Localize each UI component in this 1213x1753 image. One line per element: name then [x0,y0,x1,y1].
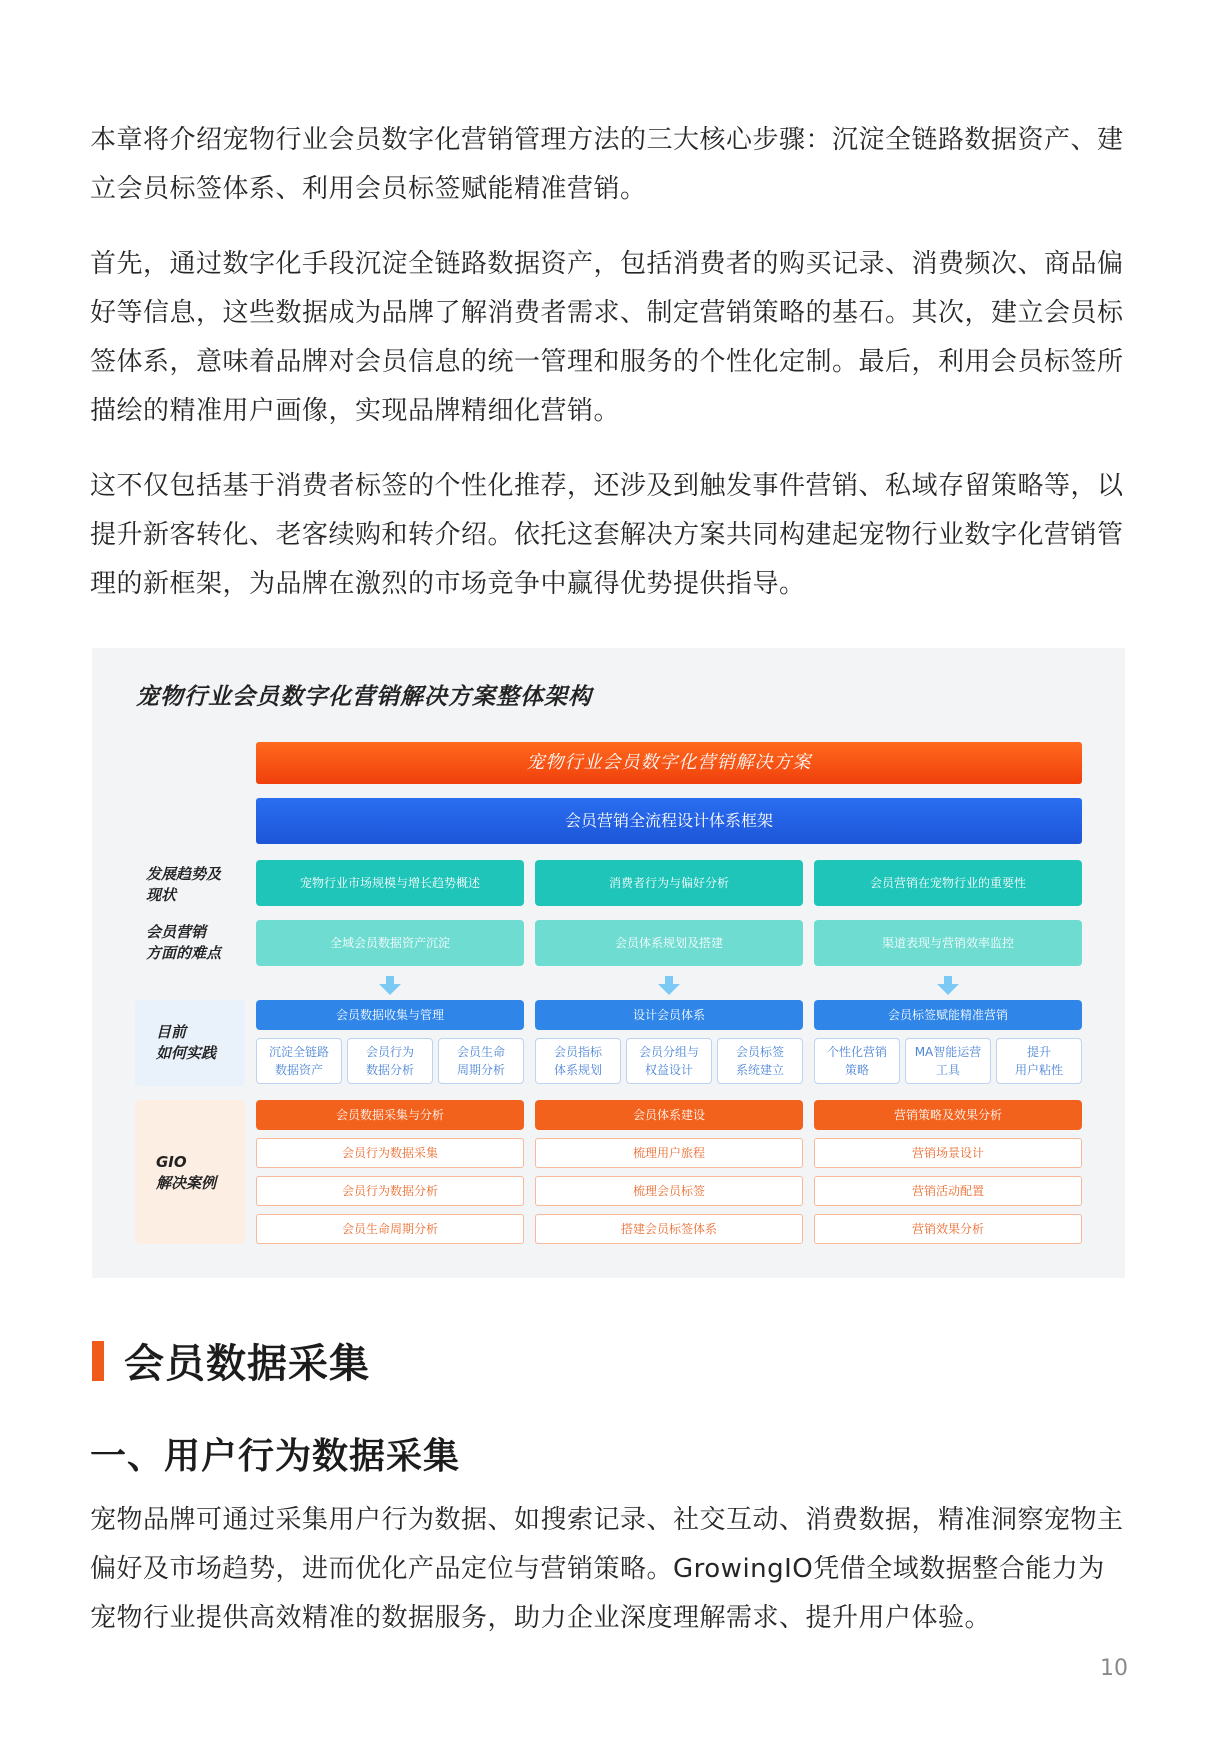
case-header: 营销策略及效果分析 [814,1100,1082,1130]
practice-header: 会员标签赋能精准营销 [814,1000,1082,1030]
practice-sub-item: MA智能运营 工具 [905,1038,991,1084]
difficulty-cell: 渠道表现与营销效率监控 [814,920,1082,966]
trend-cell: 会员营销在宠物行业的重要性 [814,860,1082,906]
trend-row-label: 发展趋势及 现状 [146,865,222,904]
diagram-title: 宠物行业会员数字化营销解决方案整体架构 [136,684,592,710]
case-item: 营销场景设计 [814,1138,1082,1168]
practice-sub-item: 会员标签 系统建立 [717,1038,803,1084]
practice-sub-item: 会员分组与 权益设计 [626,1038,712,1084]
page-number: 10 [1100,1656,1128,1681]
trend-cell: 宠物行业市场规模与增长趋势概述 [256,860,524,906]
arrow-icon-stem [386,976,394,984]
architecture-diagram [92,648,1125,1278]
case-item: 梳理用户旅程 [535,1138,803,1168]
steps-paragraph: 首先，通过数字化手段沉淀全链路数据资产，包括消费者的购买记录、消费频次、商品偏好等信息，这些数据成为品牌了解消费者需求、制定营销策略的基石。其次，建立会员标签体系，意味着品牌对会员信息的统一管理和服务的个性化定制。最后，利用会员标签所描绘的精准用户画像，实现品牌精细化营销。 [90,249,1124,426]
down-arrow-icon [379,984,401,995]
case-header: 会员体系建设 [535,1100,803,1130]
case-item: 会员生命周期分析 [256,1214,524,1244]
difficulty-cell: 全域会员数据资产沉淀 [256,920,524,966]
trend-cell: 消费者行为与偏好分析 [535,860,803,906]
cases-row-label: GIO 解决案例 [156,1153,217,1192]
case-item: 营销效果分析 [814,1214,1082,1244]
section-accent-bar [92,1341,104,1381]
arrow-icon-stem [665,976,673,984]
practice-sub-item: 提升 用户粘性 [996,1038,1082,1084]
practice-sub-item: 沉淀全链路 数据资产 [256,1038,342,1084]
down-arrow-icon [937,984,959,995]
case-item: 搭建会员标签体系 [535,1214,803,1244]
practice-sub-item: 会员生命 周期分析 [438,1038,524,1084]
framework-paragraph: 这不仅包括基于消费者标签的个性化推荐，还涉及到触发事件营销、私域存留策略等，以提升新客转化、老客续购和转介绍。依托这套解决方案共同构建起宠物行业数字化营销管理的新框架，为品牌在激烈的市场竞争中赢得优势提供指导。 [90,471,1124,599]
practice-sub-item: 会员行为 数据分析 [347,1038,433,1084]
solution-bar: 宠物行业会员数字化营销解决方案 [256,742,1082,784]
framework-bar: 会员营销全流程设计体系框架 [256,798,1082,844]
practice-sub-item: 个性化营销 策略 [814,1038,900,1084]
section-body: 宠物品牌可通过采集用户行为数据、如搜索记录、社交互动、消费数据，精准洞察宠物主偏好及市场趋势，进而优化产品定位与营销策略。GrowingIO凭借全域数据整合能力为宠物行业提供高效精准的数据服务，助力企业深度理解需求、提升用户体验。 [90,1505,1124,1633]
practice-header: 会员数据收集与管理 [256,1000,524,1030]
difficulty-cell: 会员体系规划及搭建 [535,920,803,966]
difficulty-row-label: 会员营销 方面的难点 [146,923,222,962]
arrow-icon-stem [944,976,952,984]
case-item: 梳理会员标签 [535,1176,803,1206]
down-arrow-icon [658,984,680,995]
section-title: 会员数据采集 [124,1341,370,1387]
case-item: 营销活动配置 [814,1176,1082,1206]
practice-row-label: 目前 如何实践 [156,1023,217,1062]
practice-header: 设计会员体系 [535,1000,803,1030]
subsection-title: 一、用户行为数据采集 [90,1436,461,1477]
case-header: 会员数据采集与分析 [256,1100,524,1130]
case-item: 会员行为数据分析 [256,1176,524,1206]
practice-sub-item: 会员指标 体系规划 [535,1038,621,1084]
case-item: 会员行为数据采集 [256,1138,524,1168]
intro-paragraph: 本章将介绍宠物行业会员数字化营销管理方法的三大核心步骤：沉淀全链路数据资产、建立会员标签体系、利用会员标签赋能精准营销。 [90,125,1124,204]
